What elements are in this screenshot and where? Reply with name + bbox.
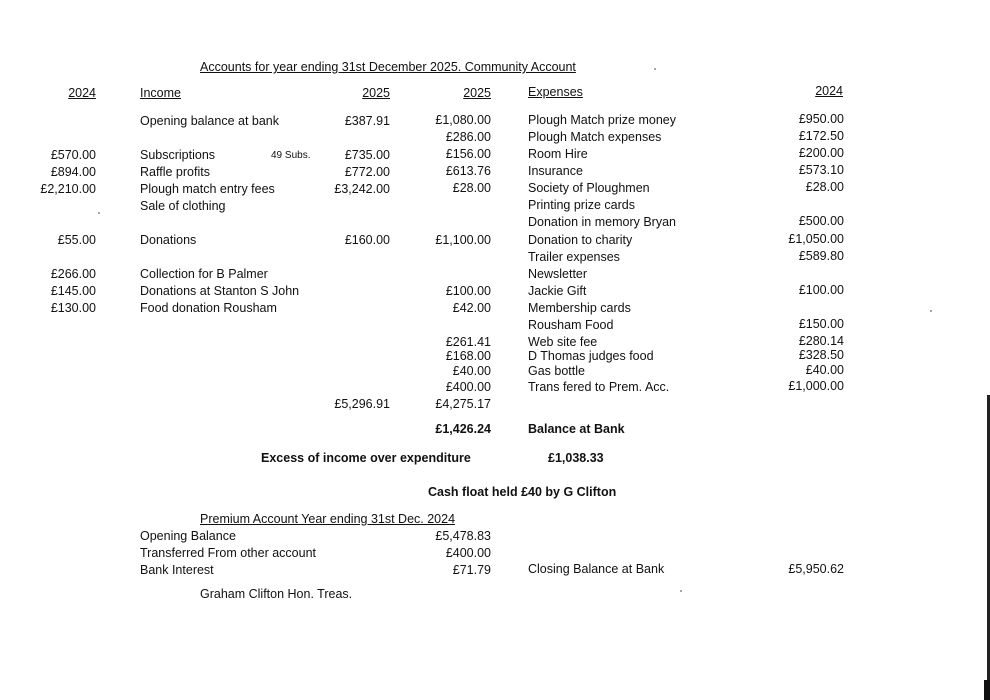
header-2025-income: 2025 <box>362 86 390 100</box>
premium-label: Opening Balance <box>140 529 236 543</box>
expense-prev-value: £280.14 <box>798 334 844 348</box>
header-2024-expenses: 2024 <box>815 84 843 98</box>
expense-current-value: £42.00 <box>452 301 491 315</box>
expense-current-value: £1,100.00 <box>435 233 491 247</box>
scan-speck <box>930 310 932 312</box>
income-prev-value: £55.00 <box>57 233 96 247</box>
income-label: Raffle profits <box>140 165 210 179</box>
scan-speck <box>680 590 682 592</box>
excess-label: Excess of income over expenditure <box>261 451 471 465</box>
income-label: Collection for B Palmer <box>140 267 268 281</box>
expense-current-value: £100.00 <box>445 284 491 298</box>
expense-prev-value: £1,000.00 <box>788 379 844 393</box>
income-current-value: £735.00 <box>344 148 390 162</box>
expense-label: Society of Ploughmen <box>528 181 650 195</box>
income-prev-value: £130.00 <box>50 301 96 315</box>
income-label: Food donation Rousham <box>140 301 277 315</box>
expense-prev-value: £172.50 <box>798 129 844 143</box>
document-title: Accounts for year ending 31st December 2025. Community Account <box>200 60 576 74</box>
expense-label: Web site fee <box>528 335 598 349</box>
expense-prev-value: £40.00 <box>805 363 844 377</box>
income-note: 49 Subs. <box>271 150 311 161</box>
expense-prev-value: £150.00 <box>798 317 844 331</box>
scan-speck <box>98 212 100 214</box>
expense-prev-value: £589.80 <box>798 249 844 263</box>
expense-prev-value: £28.00 <box>805 180 844 194</box>
header-2025-expenses: 2025 <box>463 86 491 100</box>
income-label: Donations at Stanton S John <box>140 284 300 298</box>
income-prev-value: £2,210.00 <box>40 182 96 196</box>
expense-current-value: £156.00 <box>445 147 491 161</box>
header-2024-income: 2024 <box>68 86 96 100</box>
expense-current-value: £40.00 <box>452 364 491 378</box>
expense-prev-value: £1,050.00 <box>788 232 844 246</box>
expense-current-value: £613.76 <box>445 164 491 178</box>
expense-label: Rousham Food <box>528 318 614 332</box>
expense-label: Room Hire <box>528 147 588 161</box>
expense-current-value: £1,080.00 <box>435 113 491 127</box>
treasurer-signature: Graham Clifton Hon. Treas. <box>200 587 353 601</box>
premium-label: Transferred From other account <box>140 546 316 560</box>
expense-label: Insurance <box>528 164 583 178</box>
income-current-value: £772.00 <box>344 165 390 179</box>
expense-current-value: £286.00 <box>445 130 491 144</box>
scan-edge-mark <box>984 680 990 700</box>
expense-current-value: £168.00 <box>445 349 491 363</box>
expense-label: Printing prize cards <box>528 198 635 212</box>
income-label: Donations <box>140 233 197 247</box>
header-income: Income <box>140 86 181 100</box>
expense-prev-value: £950.00 <box>798 112 844 126</box>
balance-value: £1,426.24 <box>435 422 491 436</box>
expense-label: Jackie Gift <box>528 284 587 298</box>
expense-label: Trans fered to Prem. Acc. <box>528 380 670 394</box>
income-current-value: £387.91 <box>344 114 390 128</box>
income-total: £5,296.91 <box>334 397 390 411</box>
excess-value: £1,038.33 <box>548 451 604 465</box>
closing-balance-label: Closing Balance at Bank <box>528 562 665 576</box>
premium-value: £400.00 <box>445 546 491 560</box>
income-prev-value: £266.00 <box>50 267 96 281</box>
income-prev-value: £570.00 <box>50 148 96 162</box>
income-label: Plough match entry fees <box>140 182 275 196</box>
expense-label: Newsletter <box>528 267 588 281</box>
expense-current-value: £261.41 <box>445 335 491 349</box>
income-current-value: £3,242.00 <box>334 182 390 196</box>
expense-total: £4,275.17 <box>435 397 491 411</box>
balance-label: Balance at Bank <box>528 422 625 436</box>
scan-speck <box>654 68 656 70</box>
income-prev-value: £894.00 <box>50 165 96 179</box>
expense-label: Trailer expenses <box>528 250 620 264</box>
expense-prev-value: £200.00 <box>798 146 844 160</box>
income-label: Opening balance at bank <box>140 114 279 128</box>
expense-label: Plough Match expenses <box>528 130 662 144</box>
expense-prev-value: £573.10 <box>798 163 844 177</box>
expense-current-value: £400.00 <box>445 380 491 394</box>
header-expenses: Expenses <box>528 85 583 99</box>
premium-value: £5,478.83 <box>435 529 491 543</box>
expense-current-value: £28.00 <box>452 181 491 195</box>
income-label: Sale of clothing <box>140 199 226 213</box>
expense-label: D Thomas judges food <box>528 349 654 363</box>
expense-label: Membership cards <box>528 301 631 315</box>
expense-prev-value: £500.00 <box>798 214 844 228</box>
expense-prev-value: £100.00 <box>798 283 844 297</box>
expense-label: Donation in memory Bryan <box>528 215 676 229</box>
closing-balance-value: £5,950.62 <box>788 562 844 576</box>
expense-label: Gas bottle <box>528 364 585 378</box>
expense-prev-value: £328.50 <box>798 348 844 362</box>
premium-value: £71.79 <box>452 563 491 577</box>
income-label: Subscriptions <box>140 148 216 162</box>
expense-label: Plough Match prize money <box>528 113 676 127</box>
income-current-value: £160.00 <box>344 233 390 247</box>
premium-title: Premium Account Year ending 31st Dec. 2024 <box>200 512 456 526</box>
income-prev-value: £145.00 <box>50 284 96 298</box>
premium-label: Bank Interest <box>140 563 214 577</box>
expense-label: Donation to charity <box>528 233 633 247</box>
cash-float-note: Cash float held £40 by G Clifton <box>428 485 617 499</box>
